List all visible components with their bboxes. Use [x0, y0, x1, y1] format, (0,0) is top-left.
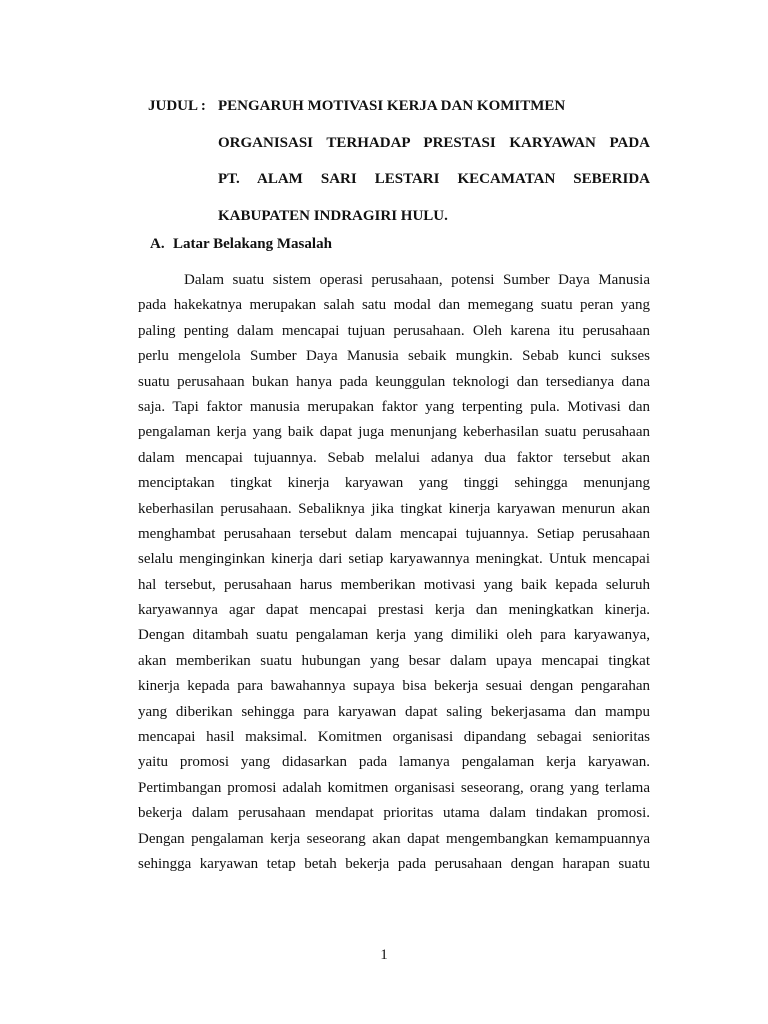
section-heading — [150, 236, 332, 253]
section-number: A. — [150, 236, 165, 252]
paragraph-line: Dengan pengalaman kerja seseorang akan dapat mengembangkan kemampuannya — [138, 830, 650, 847]
title-line: KABUPATEN INDRAGIRI HULU. — [218, 207, 448, 224]
paragraph-line: sehingga karyawan tetap betah bekerja pada perusahaan dengan harapan suatu — [138, 855, 650, 872]
title-row — [148, 135, 650, 172]
paragraph-line: dalam mencapai tujuannya. Sebab melalui adanya dua faktor tersebut akan — [138, 449, 650, 466]
title-line: PENGARUH MOTIVASI KERJA DAN KOMITMEN — [218, 98, 566, 114]
title-block — [148, 98, 650, 244]
paragraph-line: Pertimbangan promosi adalah komitmen organisasi seseorang, orang yang terlama — [138, 779, 650, 796]
paragraph-line: hal tersebut, perusahaan harus memberikan motivasi yang baik kepada seluruh — [138, 576, 650, 593]
paragraph-line: Dalam suatu sistem operasi perusahaan, potensi Sumber Daya Manusia — [184, 272, 650, 288]
title-line: PT. ALAM SARI LESTARI KECAMATAN SEBERIDA — [218, 171, 650, 187]
paragraph-line: keberhasilan perusahaan. Sebaliknya jika tingkat kinerja karyawan menurun akan — [138, 500, 650, 517]
page-number: 1 — [380, 947, 388, 963]
paragraph-line: paling penting dalam mencapai tujuan perusahaan. Oleh karena itu perusahaan — [138, 322, 650, 339]
title-label: JUDUL : — [148, 98, 206, 114]
paragraph-line: pada hakekatnya merupakan salah satu modal dan memegang suatu peran yang — [138, 297, 650, 314]
paragraph-line: bekerja dalam perusahaan mendapat prioritas utama dalam tindakan promosi. — [138, 805, 650, 822]
title-row — [148, 171, 650, 208]
paragraph-line: akan memberikan suatu hubungan yang besar dalam upaya mencapai tingkat — [138, 652, 650, 669]
paragraph-line: pengalaman kerja yang baik dapat juga menunjang keberhasilan suatu perusahaan — [138, 424, 650, 441]
title-row — [148, 98, 650, 135]
paragraph-line: kinerja kepada para bawahannya supaya bisa bekerja sesuai dengan pengarahan — [138, 678, 650, 695]
paragraph-line: saja. Tapi faktor manusia merupakan faktor yang terpenting pula. Motivasi dan — [138, 398, 650, 415]
paragraph-line: karyawannya agar dapat mencapai prestasi kerja dan meningkatkan kinerja. — [138, 602, 650, 619]
paragraph-line: yang diberikan sehingga para karyawan dapat saling bekerjasama dan mampu — [138, 703, 650, 720]
body-paragraph — [138, 269, 650, 878]
paragraph-line: menghambat perusahaan tersebut dalam mencapai tujuannya. Setiap perusahaan — [138, 525, 650, 542]
paragraph-line: yaitu promosi yang didasarkan pada lamanya pengalaman kerja karyawan. — [138, 754, 650, 771]
paragraph-line: Dengan ditambah suatu pengalaman kerja yang dimiliki oleh para karyawanya, — [138, 627, 650, 644]
paragraph-line: suatu perusahaan bukan hanya pada keunggulan teknologi dan tersedianya dana — [138, 373, 650, 390]
section-heading-text: Latar Belakang Masalah — [173, 236, 332, 252]
title-line: ORGANISASI TERHADAP PRESTASI KARYAWAN PADA — [218, 134, 650, 151]
paragraph-line: mencapai hasil maksimal. Komitmen organisasi dipandang sebagai senioritas — [138, 729, 650, 746]
paragraph-line: perlu mengelola Sumber Daya Manusia sebaik mungkin. Sebab kunci sukses — [138, 348, 650, 365]
paragraph-line: selalu menginginkan kinerja dari setiap karyawannya meningkat. Untuk mencapai — [138, 551, 650, 568]
paragraph-line: menciptakan tingkat kinerja karyawan yang tinggi sehingga menunjang — [138, 475, 650, 492]
